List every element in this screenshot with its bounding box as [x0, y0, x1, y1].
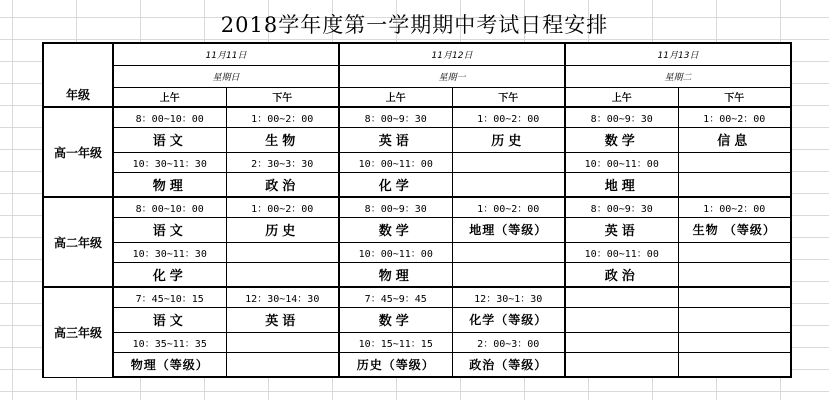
- exam-time-cell: 10：00~11：00: [565, 152, 678, 172]
- grade-label: 高二年级: [43, 197, 113, 287]
- half-day-header: 下午: [452, 87, 565, 107]
- exam-subject-cell: 地理: [565, 172, 678, 197]
- exam-time-cell: [678, 332, 791, 352]
- exam-time-cell: 1：00~2：00: [226, 107, 339, 127]
- exam-time-cell: 7：45~9：45: [339, 287, 452, 307]
- exam-subject-cell: 政治: [226, 172, 339, 197]
- exam-time-cell: 12：30~1：30: [452, 287, 565, 307]
- subject-row: [43, 352, 791, 377]
- exam-subject-cell: [565, 352, 678, 377]
- exam-time-cell: 10：30~11：30: [113, 242, 226, 262]
- weekday-header: 星期日: [113, 65, 339, 87]
- exam-time-cell: [678, 242, 791, 262]
- date-header: 11月13日: [565, 43, 791, 65]
- exam-time-cell: 8：00~9：30: [565, 197, 678, 217]
- exam-time-cell: 2：30~3：30: [226, 152, 339, 172]
- exam-subject-cell: 历史（等级）: [339, 352, 452, 377]
- half-day-header: 上午: [339, 87, 452, 107]
- exam-subject-cell: [565, 307, 678, 332]
- exam-subject-cell: 物理: [113, 172, 226, 197]
- exam-subject-cell: 语文: [113, 217, 226, 242]
- exam-time-cell: 10：00~11：00: [339, 242, 452, 262]
- header-weekday-row: [43, 65, 791, 87]
- half-day-header: 上午: [113, 87, 226, 107]
- exam-time-cell: [452, 152, 565, 172]
- exam-time-cell: 8：00~10：00: [113, 107, 226, 127]
- exam-subject-cell: 数学: [565, 127, 678, 152]
- exam-time-cell: 10：35~11：35: [113, 332, 226, 352]
- exam-subject-cell: 英语: [565, 217, 678, 242]
- date-header: 11月12日: [339, 43, 565, 65]
- time-row: [43, 242, 791, 262]
- exam-time-cell: 10：30~11：30: [113, 152, 226, 172]
- exam-time-cell: 12：30~14：30: [226, 287, 339, 307]
- exam-time-cell: 1：00~2：00: [452, 107, 565, 127]
- exam-subject-cell: 数学: [339, 217, 452, 242]
- exam-subject-cell: 历史: [226, 217, 339, 242]
- time-row: [43, 287, 791, 307]
- header-date-row: [43, 43, 791, 65]
- exam-time-cell: 10：00~11：00: [565, 242, 678, 262]
- grade-label: 高一年级: [43, 107, 113, 197]
- subject-row: [43, 307, 791, 332]
- time-row: [43, 332, 791, 352]
- exam-time-cell: 10：00~11：00: [339, 152, 452, 172]
- grade-label: 高三年级: [43, 287, 113, 377]
- exam-subject-cell: 信息: [678, 127, 791, 152]
- exam-subject-cell: [226, 262, 339, 287]
- exam-schedule-table: [42, 42, 792, 378]
- exam-subject-cell: [226, 352, 339, 377]
- exam-subject-cell: 化学: [113, 262, 226, 287]
- exam-subject-cell: 数学: [339, 307, 452, 332]
- exam-time-cell: [678, 152, 791, 172]
- exam-subject-cell: 英语: [226, 307, 339, 332]
- exam-subject-cell: 化学: [339, 172, 452, 197]
- exam-subject-cell: 政治（等级）: [452, 352, 565, 377]
- exam-time-cell: 1：00~2：00: [678, 197, 791, 217]
- exam-time-cell: 1：00~2：00: [226, 197, 339, 217]
- exam-time-cell: [678, 287, 791, 307]
- exam-time-cell: [226, 332, 339, 352]
- exam-time-cell: 7：45~10：15: [113, 287, 226, 307]
- exam-subject-cell: 地理（等级）: [452, 217, 565, 242]
- exam-time-cell: [565, 287, 678, 307]
- exam-subject-cell: 语文: [113, 307, 226, 332]
- half-day-header: 下午: [226, 87, 339, 107]
- header-half-row: [43, 87, 791, 107]
- exam-subject-cell: 历史: [452, 127, 565, 152]
- exam-time-cell: [226, 242, 339, 262]
- weekday-header: 星期一: [339, 65, 565, 87]
- subject-row: [43, 217, 791, 242]
- exam-time-cell: 10：15~11：15: [339, 332, 452, 352]
- page-title: 2018学年度第一学期期中考试日程安排: [220, 13, 609, 37]
- exam-subject-cell: [678, 352, 791, 377]
- exam-subject-cell: 语文: [113, 127, 226, 152]
- exam-time-cell: 1：00~2：00: [452, 197, 565, 217]
- exam-time-cell: 8：00~9：30: [339, 197, 452, 217]
- exam-time-cell: 2：00~3：00: [452, 332, 565, 352]
- exam-time-cell: [452, 242, 565, 262]
- exam-subject-cell: [678, 172, 791, 197]
- exam-time-cell: 8：00~9：30: [339, 107, 452, 127]
- time-row: [43, 107, 791, 127]
- subject-row: [43, 172, 791, 197]
- grade-column-header: 年级: [43, 43, 113, 107]
- half-day-header: 上午: [565, 87, 678, 107]
- exam-subject-cell: 英语: [339, 127, 452, 152]
- subject-row: [43, 127, 791, 152]
- exam-subject-cell: 物理: [339, 262, 452, 287]
- exam-subject-cell: [452, 172, 565, 197]
- exam-subject-cell: [678, 262, 791, 287]
- exam-time-cell: [565, 332, 678, 352]
- exam-subject-cell: 政治: [565, 262, 678, 287]
- time-row: [43, 152, 791, 172]
- exam-subject-cell: 化学（等级）: [452, 307, 565, 332]
- exam-subject-cell: 生物 （等级）: [678, 217, 791, 242]
- time-row: [43, 197, 791, 217]
- weekday-header: 星期二: [565, 65, 791, 87]
- exam-time-cell: 8：00~9：30: [565, 107, 678, 127]
- exam-subject-cell: [452, 262, 565, 287]
- exam-time-cell: 1：00~2：00: [678, 107, 791, 127]
- exam-time-cell: 8：00~10：00: [113, 197, 226, 217]
- exam-subject-cell: 生物: [226, 127, 339, 152]
- subject-row: [43, 262, 791, 287]
- exam-subject-cell: [678, 307, 791, 332]
- exam-subject-cell: 物理（等级）: [113, 352, 226, 377]
- date-header: 11月11日: [113, 43, 339, 65]
- half-day-header: 下午: [678, 87, 791, 107]
